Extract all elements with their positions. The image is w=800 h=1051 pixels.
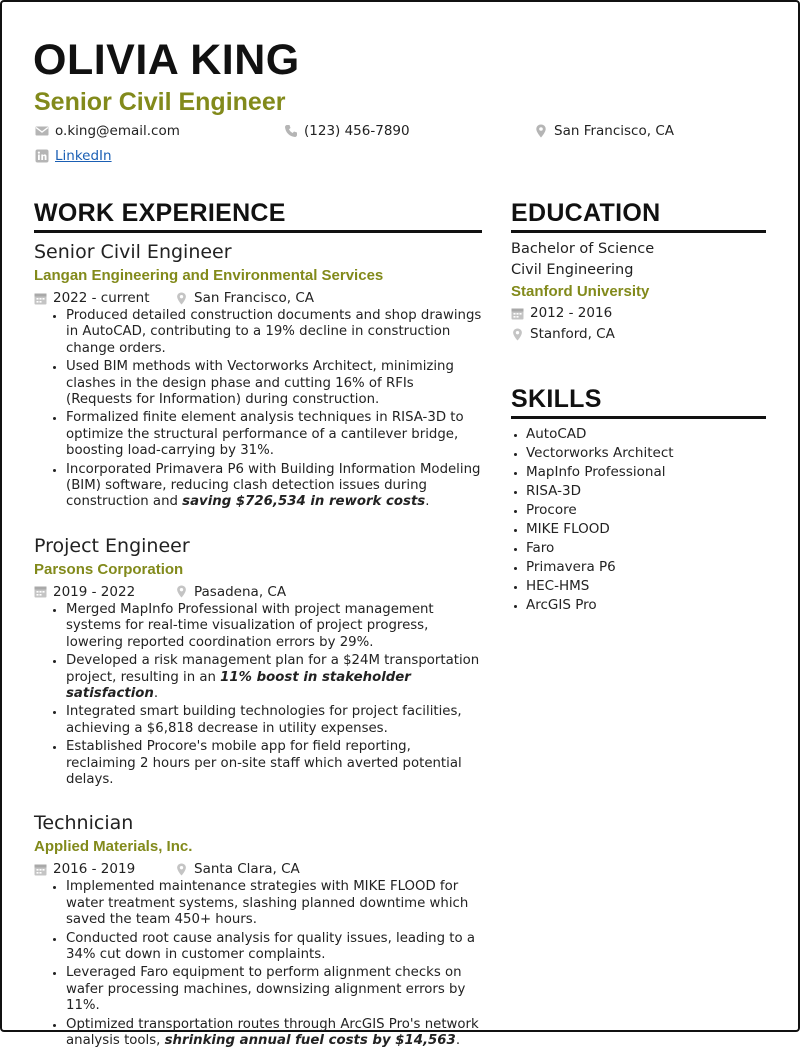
- location-pin-icon: [175, 292, 188, 305]
- sidebar-column: [511, 198, 766, 615]
- bullet-item: [66, 462, 482, 511]
- job-meta: [34, 859, 482, 879]
- school-name: Stanford University: [511, 283, 650, 300]
- field-of-study: Civil Engineering: [511, 262, 634, 278]
- job-bullets: [34, 308, 482, 511]
- job-meta: [34, 288, 482, 308]
- contact-linkedin: [35, 146, 112, 166]
- bullet-text: Optimized transportation routes through ArcGIS Pro's network analysis tools,: [66, 1016, 479, 1048]
- education-location-row: [511, 324, 766, 344]
- skill-item: • HEC-HMS: [526, 577, 766, 596]
- job-title: Technician: [34, 812, 134, 835]
- linkedin-icon: [35, 149, 49, 163]
- location-pin-icon: [175, 863, 188, 876]
- candidate-name: OLIVIA KING: [33, 36, 300, 84]
- skills-section: [511, 384, 766, 615]
- candidate-title: Senior Civil Engineer: [34, 88, 286, 116]
- phone-icon: [284, 124, 298, 138]
- education-dates-row: [511, 303, 766, 323]
- job-entry: [34, 239, 482, 511]
- education-heading: EDUCATION: [511, 198, 766, 233]
- job-location: Pasadena, CA: [194, 583, 287, 600]
- contact-email: [35, 121, 180, 141]
- education-dates: 2012 - 2016: [530, 305, 613, 321]
- skill-item: • Vectorworks Architect: [526, 444, 766, 463]
- skill-item: • RISA-3D: [526, 482, 766, 501]
- job-dates: 2019 - 2022: [53, 583, 136, 600]
- bullet-item: • Established Procore's mobile app for field reporting, reclaiming 2 hours per on-site staff which averted potential delays.: [66, 739, 482, 788]
- job-bullets: [34, 602, 482, 788]
- skill-list: [511, 425, 766, 615]
- job-location: San Francisco, CA: [194, 290, 314, 306]
- email-text: o.king@email.com: [55, 123, 180, 139]
- job-entry: [34, 533, 482, 788]
- bullet-item: • Merged MapInfo Professional with project management systems for real-time visualization of project progress, lowering reported coordination errors by 29%.: [66, 602, 482, 651]
- bullet-item: [66, 1017, 482, 1050]
- work-experience-section: [34, 198, 482, 1051]
- bullet-emphasis: shrinking annual fuel costs by $14,563: [164, 1033, 456, 1048]
- calendar-icon: [34, 585, 47, 598]
- bullet-end: .: [425, 494, 430, 510]
- education-entry: [511, 239, 766, 344]
- skill-item: • Primavera P6: [526, 558, 766, 577]
- job-dates: 2016 - 2019: [53, 861, 136, 878]
- location-text: San Francisco, CA: [554, 123, 674, 139]
- company-name: Applied Materials, Inc.: [34, 838, 193, 856]
- skill-item: • AutoCAD: [526, 425, 766, 444]
- bullet-text: Incorporated Primavera P6 with Building Information Modeling (BIM) software, reducing clash detection issues during construction and: [66, 461, 481, 510]
- skill-item: • MapInfo Professional: [526, 463, 766, 482]
- phone-text: (123) 456-7890: [304, 123, 410, 139]
- job-dates: 2022 - current: [53, 290, 150, 306]
- calendar-icon: [34, 292, 47, 305]
- calendar-icon: [34, 863, 47, 876]
- bullet-emphasis: 11% boost in stakeholder satisfaction: [66, 669, 411, 701]
- bullet-item: • Leveraged Faro equipment to perform alignment checks on wafer processing machines, downsizing alignment errors by 11%.: [66, 965, 482, 1014]
- job-title: Senior Civil Engineer: [34, 241, 232, 263]
- skill-item: • MIKE FLOOD: [526, 520, 766, 539]
- bullet-end: .: [153, 685, 159, 701]
- job-bullets: [34, 879, 482, 1049]
- bullet-item: [66, 653, 482, 702]
- location-pin-icon: [175, 585, 188, 598]
- company-name: Parsons Corporation: [34, 560, 184, 578]
- bullet-text: Developed a risk management plan for a $24M transportation project, resulting in an: [66, 653, 480, 685]
- envelope-icon: [35, 124, 49, 138]
- bullet-item: • Conducted root cause analysis for quality issues, leading to a 34% cut down in customer complaints.: [66, 931, 482, 964]
- education-location: Stanford, CA: [530, 326, 615, 342]
- job-meta: [34, 582, 482, 602]
- location-pin-icon: [534, 124, 548, 138]
- education-section: [511, 198, 766, 344]
- job-title: Project Engineer: [34, 534, 190, 557]
- bullet-item: • Produced detailed construction documents and shop drawings in AutoCAD, contributing to a 19% decline in construction change orders.: [66, 308, 482, 357]
- work-experience-heading: WORK EXPERIENCE: [34, 198, 482, 233]
- bullet-item: • Implemented maintenance strategies with MIKE FLOOD for water treatment systems, slashing planned downtime which saved the team 450+ hours.: [66, 879, 482, 928]
- location-pin-icon: [511, 328, 524, 341]
- contact-location: [534, 121, 674, 141]
- bullet-emphasis: saving $726,534 in rework costs: [182, 494, 426, 510]
- company-name: Langan Engineering and Environmental Services: [34, 267, 384, 284]
- degree: Bachelor of Science: [511, 241, 655, 257]
- bullet-item: • Used BIM methods with Vectorworks Architect, minimizing clashes in the design phase and cutting 16% of RFIs (Requests for Information) during construction.: [66, 359, 482, 408]
- skill-item: • Faro: [526, 539, 766, 558]
- linkedin-link[interactable]: LinkedIn: [55, 148, 112, 164]
- bullet-end: .: [455, 1033, 461, 1048]
- skills-heading: SKILLS: [511, 384, 766, 419]
- bullet-item: • Formalized finite element analysis techniques in RISA-3D to optimize the structural performance of a cantilever bridge, boosting load-carrying by 31%.: [66, 410, 482, 459]
- calendar-icon: [511, 307, 524, 320]
- bullet-item: • Integrated smart building technologies for project facilities, achieving a $6,818 decrease in utility expenses.: [66, 704, 482, 737]
- job-entry: [34, 810, 482, 1049]
- contact-phone: [284, 121, 410, 141]
- job-location: Santa Clara, CA: [194, 861, 300, 878]
- skill-item: • ArcGIS Pro: [526, 596, 766, 615]
- skill-item: • Procore: [526, 501, 766, 520]
